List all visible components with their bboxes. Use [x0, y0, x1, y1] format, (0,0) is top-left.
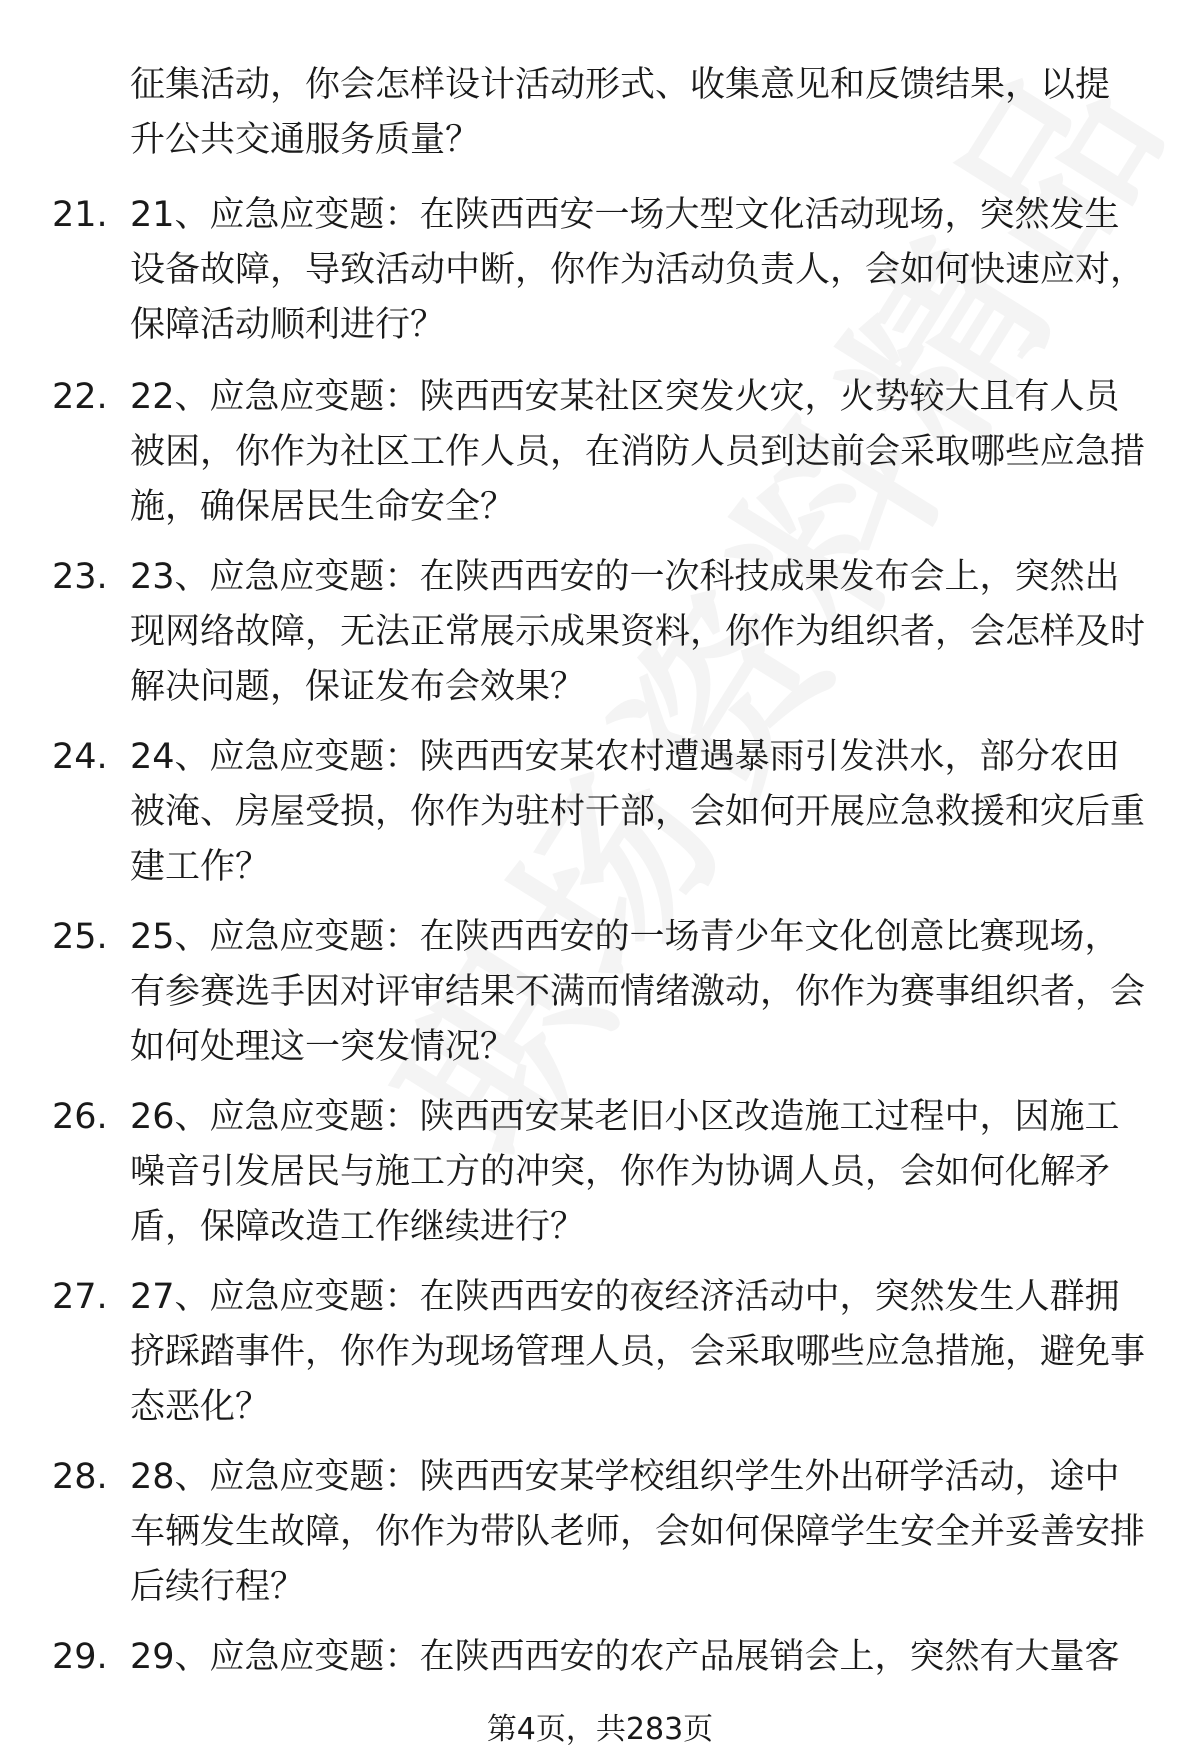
question-text: 22、应急应变题：陕西西安某社区突发火灾，火势较大且有人员被困，你作为社区工作人员，在消防人员到达前会采取哪些应急措施，确保居民生命安全？ [130, 377, 1146, 527]
question-text: 25、应急应变题：在陕西西安的一场青少年文化创意比赛现场，有参赛选手因对评审结果不满而情绪激动，你作为赛事组织者，会如何处理这一突发情况？ [130, 917, 1146, 1067]
question-text: 28、应急应变题：陕西西安某学校组织学生外出研学活动，途中车辆发生故障，你作为带队老师，会如何保障学生安全并妥善安排后续行程？ [130, 1457, 1146, 1607]
question-number: 26. [52, 1097, 108, 1137]
question-number: 22. [52, 377, 108, 417]
question-text: 27、应急应变题：在陕西西安的夜经济活动中，突然发生人群拥挤踩踏事件，你作为现场管理人员，会采取哪些应急措施，避免事态恶化？ [130, 1277, 1146, 1427]
question-number: 27. [52, 1277, 108, 1317]
question-number: 21. [52, 195, 108, 235]
question-text: 23、应急应变题：在陕西西安的一次科技成果发布会上，突然出现网络故障，无法正常展示成果资料，你作为组织者，会怎样及时解决问题，保证发布会效果？ [130, 557, 1146, 707]
question-number: 29. [52, 1637, 108, 1677]
question-text: 21、应急应变题：在陕西西安一场大型文化活动现场，突然发生设备故障，导致活动中断，你作为活动负责人，会如何快速应对，保障活动顺利进行？ [130, 195, 1146, 345]
question-text: 29、应急应变题：在陕西西安的农产品展销会上，突然有大量客 [130, 1637, 1120, 1677]
question-number: 24. [52, 737, 108, 777]
continued-question-text: 征集活动，你会怎样设计活动形式、收集意见和反馈结果，以提升公共交通服务质量？ [130, 65, 1111, 160]
question-text: 24、应急应变题：陕西西安某农村遭遇暴雨引发洪水，部分农田被淹、房屋受损，你作为驻村干部，会如何开展应急救援和灾后重建工作？ [130, 737, 1146, 887]
question-number: 23. [52, 557, 108, 597]
question-text: 26、应急应变题：陕西西安某老旧小区改造施工过程中，因施工噪音引发居民与施工方的冲突，你作为协调人员，会如何化解矛盾，保障改造工作继续进行？ [130, 1097, 1120, 1247]
question-number: 25. [52, 917, 108, 957]
page-footer: 第4页，共283页 [486, 1712, 714, 1747]
question-number: 28. [52, 1457, 108, 1497]
